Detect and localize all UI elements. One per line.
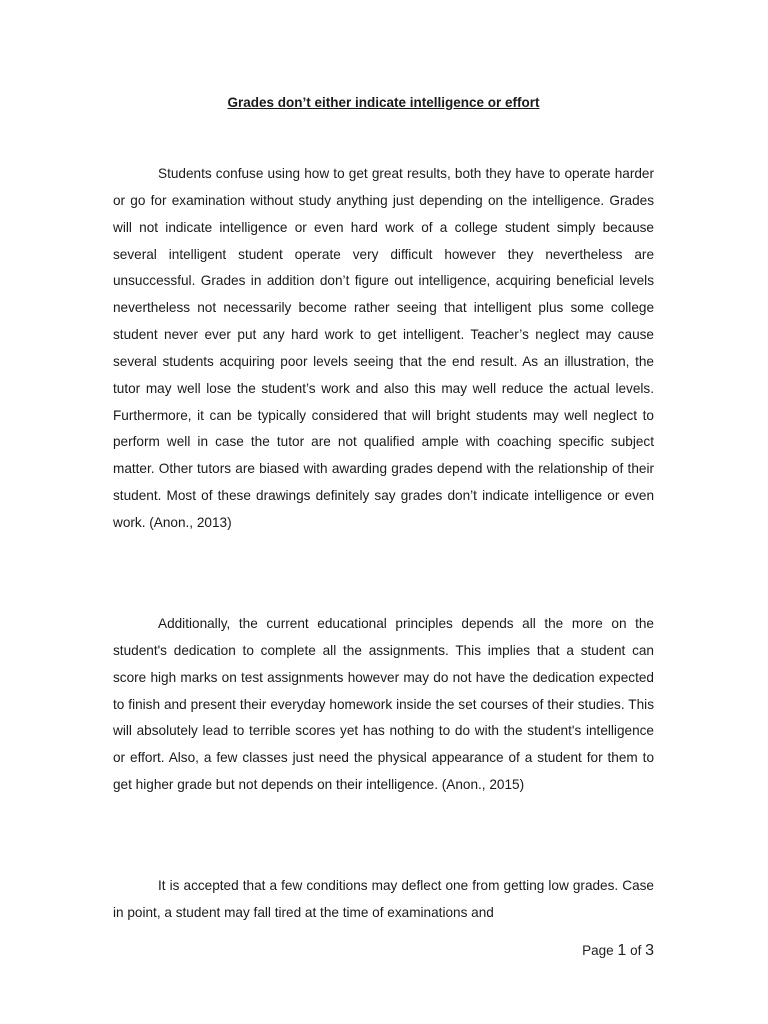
paragraph-2: Additionally, the current educational principles depends all the more on the student's dedication to complete all the assignments. This implies that a student can score high marks on test assignments however may do not have the dedication expected to finish and present their everyday homework inside the set courses of their studies. This will absolutely lead to terrible scores yet has nothing to do with the student's intelligence or effort. Also, a few classes just need the physical appearance of a student for them to get higher grade but not depends on their intelligence. (Anon., 2015) bbox=[113, 616, 654, 793]
paragraph-1: Students confuse using how to get great results, both they have to operate harder or go for examination without study anything just depending on the intelligence. Grades will not indicate intelligence or even hard work of a college student simply because several intelligent student operate very difficult however they nevertheless are unsuccessful. Grades in addition don’t figure out intelligence, acquiring beneficial levels nevertheless not necessarily become rather seeing that intelligent plus some college student never ever put any hard work to get intelligent. Teacher’s neglect may cause several students acquiring poor levels seeing that the end result. As an illustration, the tutor may well lose the student’s work and also this may well reduce the actual levels. Furthermore, it can be typically considered that will bright students may well neglect to perform well in case the tutor are not qualified ample with coaching specific subject matter. Other tutors are biased with awarding grades depend with the relationship of their student. Most of these drawings definitely say grades don’t indicate intelligence or even work. (Anon., 2013) bbox=[113, 166, 654, 530]
current-page-number: 1 bbox=[617, 942, 627, 959]
page-label: Page bbox=[582, 943, 614, 958]
page-number-footer bbox=[582, 940, 654, 962]
total-pages-number: 3 bbox=[645, 942, 654, 959]
paragraph-3: It is accepted that a few conditions may deflect one from getting low grades. Case in point, a student may fall tired at the time of examinations and bbox=[113, 878, 654, 920]
of-label: of bbox=[630, 943, 642, 958]
document-title: Grades don’t either indicate intelligence or effort bbox=[227, 95, 540, 110]
